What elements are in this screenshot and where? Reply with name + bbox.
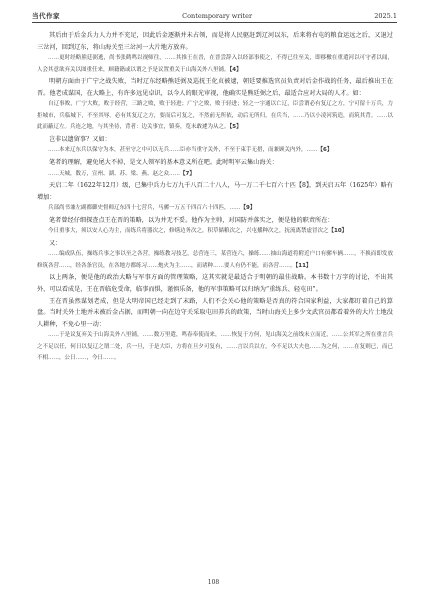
citation-ref: 【6】: [317, 147, 333, 154]
paragraph-text: 岂非以遗留事？又如：: [49, 135, 111, 143]
citation-ref: 【10】: [328, 228, 348, 235]
paragraph-text: ……本来辽东兵以保守为本，甚至守之中可以无兵……臣亦当重守关外，不至于束手无措，而兼顾关内外，……: [48, 147, 318, 154]
body-paragraph: [37, 180, 393, 203]
journal-title-en: Contemporary writer: [182, 11, 253, 20]
quotation-paragraph: [37, 226, 393, 238]
quotation-paragraph: [37, 53, 393, 76]
header-rule: [32, 22, 397, 23]
paragraph-text: 明朝方面由于广宁之战失败，当时辽东经略熊廷弼及巡抚王化贞被逮，朝廷要推选官员负责对后金作战的任务，最后推出王在晋。他老成谋国，在大略上，有许多远见卓识，以今人的眼光审视，他确实是熊廷弼之后，最适合应对大局的人才。如：: [37, 78, 393, 97]
body-paragraph: [37, 157, 393, 169]
page-header: [32, 7, 397, 19]
citation-ref: 【4】: [229, 66, 242, 73]
paragraph-text: 王在晋虽然谋划老成，但是大明帝国已经走到了末路，人们不会关心他的策略是否真的符合国家利益，大家都盯着自己的算盘。当时关外土地并未被后金占据，而明朝一向在边守关采取屯田养兵的政策，当时山海关上多少文武官员都看着外的大片土地没人耕种，不免心里一动：: [37, 297, 393, 328]
quotation-paragraph: [37, 249, 393, 272]
article-body: [37, 30, 393, 365]
paragraph-text: ……编成队伍，操练兵事之事以至之各营，操练教习技艺，总营连三，某营连六，操练……抽山海道将附近户口有骡车辆……，不换而即发放修筑各营……，经各条官员，在各地方都练习……炮火为主……，而诸种……要人有仍不能，而各营……。: [37, 251, 393, 269]
journal-title: 当代作家: [32, 11, 60, 20]
quotation-paragraph: [37, 99, 393, 134]
paragraph-text: 又：: [49, 239, 62, 247]
paragraph-text: ……天城，数万，宣州、湖、苏、梁、燕、赵之众……: [48, 170, 181, 177]
body-paragraph: [37, 215, 393, 227]
body-paragraph: [37, 76, 393, 99]
quotation-paragraph: [37, 169, 393, 181]
citation-ref: 【5】: [229, 124, 242, 131]
body-paragraph: [37, 238, 393, 250]
paragraph-text: 以上两条，便是他的政治大略与军事方面的管理策略，这其实就是最适合于明朝的最佳战略。本书数十万字的讨论，不出其外，可以看成是，王在晋临危受命，临事而惧，谨慎乐备，他的军事策略可以归纳为“重练兵、轻屯田”。: [37, 274, 393, 294]
citation-ref: 【7】: [180, 170, 195, 177]
paragraph-text: 今日重事大，须以安人心为主，而练兵将器次之，修缮边务次之，积草储粮次之，兴屯播种次之，抚流离禁虚冒次之: [48, 228, 329, 235]
citation-ref: 【11】: [295, 262, 312, 269]
quotation-paragraph: [37, 145, 393, 157]
paragraph-text: 其后由于后金兵力人力并不充足，因此后金逐渐并未占领，而是将人民驱赶到辽河以东，后来将右屯的粮食运远之后，又退过三岔河，回到辽东，将山海关至三岔河一大片地方放弃。: [37, 32, 393, 51]
paragraph-text: ……更时经略熊廷弼逃，尚书张鹤鸣以视师往，……其推王在晋，在晋尝辞入以经部事使之，不得已往至关，即移檄在重遣河以可守者以闻，人会其意欲弃关以图重任来，顾籍籍或以谓之予是议置重关于山海关外八里铺。: [37, 55, 393, 73]
page-number: 108: [207, 579, 220, 586]
body-paragraph: [37, 272, 393, 295]
paragraph-text: 自辽事败，广宁大败，败于经营，三路之败，败于轻进；广宁之败，败于轻进；轻之一字通以亡辽，臣尝谓必有复辽之方，宁可留十万兵，力拒城市，兵临城下，不至其辱。必有其复辽之方，要而后可复之，不然前无所依，动后无所归，在兵当，……乃以小凌河筑造，而筑其背。……以此而蔽辽左。兵连之地，与其坐待，背者：边关事宜，镇奏，览未敢遽为从之。: [37, 101, 393, 131]
paragraph-text: 笔者的理解，避免尾大不掉，是文人领军的基本意义所在吧。此时明军云集山海关：: [49, 159, 278, 167]
quotation-paragraph: [37, 203, 393, 215]
body-paragraph: [37, 296, 393, 331]
citation-ref: 【9】: [240, 205, 256, 212]
paragraph-text: 兵部尚书兼左副都御史督师辽东四十七营兵，马骡一万五千四百六十四匹，……: [48, 205, 241, 212]
body-paragraph: [37, 134, 393, 146]
paragraph-text: ……于是议复弃关于山海关外八里铺，……数万里遣，鸣春奉使而来，……恢复于方何，见山海关之前线未立而近，……公其军之所在重言兵之不足以任，何日以复辽之谓二处，兵一旦，于是大臣，方将在旦夕可复有，……言以兵以方，今不足以大夫也……为之何，……在复则已，而已不相……，公日……，今日……。: [37, 332, 393, 362]
body-paragraph: [37, 30, 393, 53]
quotation-paragraph: [37, 330, 393, 365]
paragraph-text: 笔者曾经仔细探查点王在晋的策略，以为并无不妥。他作为主帅，对国防并落实之，便是他的职责所在：: [49, 216, 334, 224]
paragraph-text: 天启二年（1622年12月）级，已集中兵力七万九千八百二十八人，马一万二千七百六十匹【8】，到天启五年（1625年）略有增加：: [37, 182, 393, 201]
issue-number: 2025.1: [374, 11, 397, 20]
